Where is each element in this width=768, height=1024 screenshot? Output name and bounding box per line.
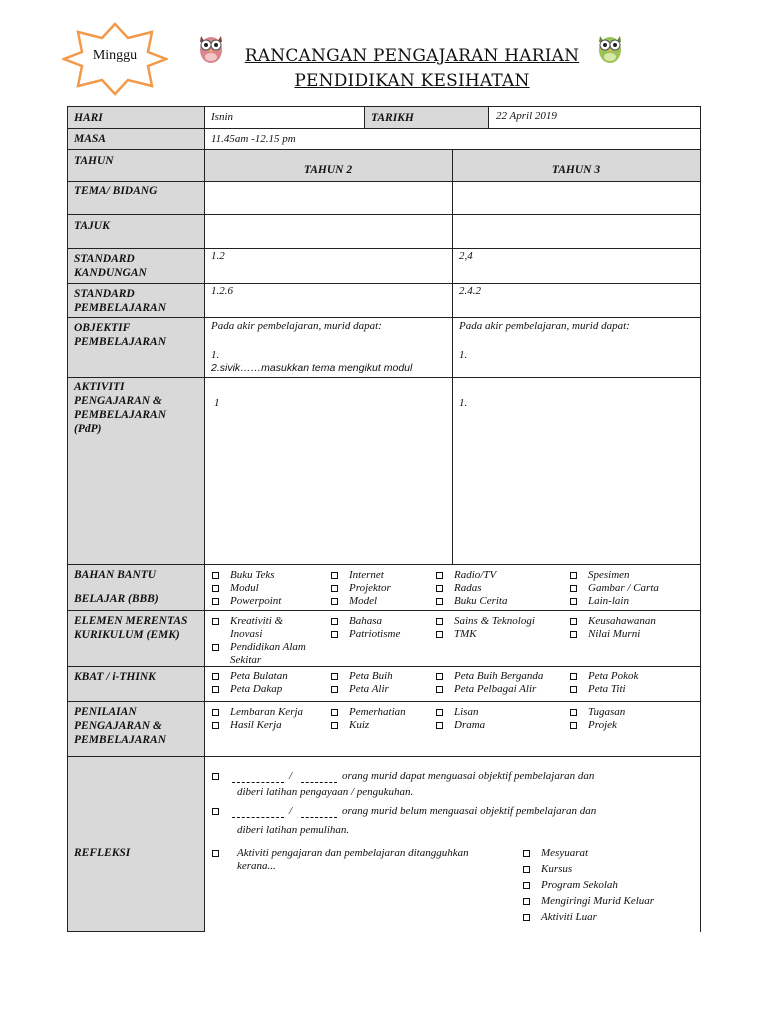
option-label: Hasil Kerja [230, 719, 282, 731]
option-label: Peta Buih [349, 670, 393, 682]
option-label: Mengiringi Murid Keluar [541, 895, 655, 907]
option-label: Kuiz [349, 719, 370, 731]
option-checkbox[interactable] [331, 631, 338, 638]
refleksi-line2a: orang murid belum menguasai objektif pembelajaran dan [342, 805, 597, 817]
grid-line [67, 283, 701, 284]
grid-line [67, 564, 701, 565]
option-label: Tugasan [588, 706, 626, 718]
title-line-2: PENDIDIKAN KESIHATAN [294, 71, 530, 91]
objektif-intro-t2: Pada akir pembelajaran, murid dapat: [211, 320, 382, 332]
option-checkbox[interactable] [331, 686, 338, 693]
slash: / [289, 805, 293, 817]
option-checkbox[interactable] [436, 673, 443, 680]
option-label: Lain-lain [588, 595, 629, 607]
option-label: Aktiviti Luar [541, 911, 597, 923]
option-label: Lembaran Kerja [230, 706, 304, 718]
objektif-intro-t3: Pada akir pembelajaran, murid dapat: [459, 320, 630, 332]
option-label: Pendidikan Alam Sekitar [230, 641, 306, 666]
hari-label: HARI [74, 112, 103, 124]
option-checkbox[interactable] [331, 709, 338, 716]
objektif-t2-item2: 2.sivik……masukkan tema mengikut modul [211, 362, 413, 374]
option-checkbox[interactable] [570, 585, 577, 592]
option-checkbox[interactable] [212, 598, 219, 605]
option-label: Internet [349, 569, 384, 581]
minggu-label: Minggu [92, 48, 138, 63]
option-checkbox[interactable] [436, 585, 443, 592]
grid-line [67, 666, 701, 667]
blank-count-2b[interactable] [301, 817, 337, 818]
option-label: Drama [454, 719, 486, 731]
tahun-label: TAHUN [74, 155, 114, 167]
option-checkbox[interactable] [523, 914, 530, 921]
option-checkbox[interactable] [570, 631, 577, 638]
grid-line [67, 248, 701, 249]
bbb-label-line2: BELAJAR (BBB) [74, 593, 159, 605]
option-checkbox[interactable] [331, 598, 338, 605]
option-label: Peta Buih Berganda [454, 670, 544, 682]
refleksi-checkbox-1[interactable] [212, 773, 219, 780]
emk-label: ELEMEN MERENTAS KURIKULUM (EMK) [74, 615, 188, 641]
grid-line [67, 377, 701, 378]
grid-line [700, 106, 701, 932]
option-label: Patriotisme [349, 628, 401, 640]
option-label: Powerpoint [230, 595, 282, 607]
option-checkbox[interactable] [523, 882, 530, 889]
option-checkbox[interactable] [331, 673, 338, 680]
tarikh-value: 22 April 2019 [496, 110, 557, 122]
option-checkbox[interactable] [212, 673, 219, 680]
grid-line [67, 931, 205, 932]
option-label: Peta Dakap [230, 683, 283, 695]
option-checkbox[interactable] [212, 686, 219, 693]
grid-line [364, 106, 365, 128]
option-checkbox[interactable] [436, 722, 443, 729]
option-checkbox[interactable] [331, 618, 338, 625]
page-title [200, 44, 624, 94]
option-checkbox[interactable] [331, 572, 338, 579]
aktiviti-t2: 1 [214, 397, 220, 409]
standard-pembelajaran-t2: 1.2.6 [211, 285, 233, 297]
option-label: Mesyuarat [541, 847, 589, 859]
grid-line [67, 214, 701, 215]
option-label: Sains & Teknologi [454, 615, 535, 627]
refleksi-checkbox-3[interactable] [212, 850, 219, 857]
refleksi-checkbox-2[interactable] [212, 808, 219, 815]
tarikh-label: TARIKH [371, 112, 414, 124]
option-checkbox[interactable] [570, 572, 577, 579]
tema-label: TEMA/ BIDANG [74, 185, 158, 197]
option-label: Model [349, 595, 378, 607]
grid-line [452, 149, 453, 565]
option-label: Peta Pelbagai Alir [454, 683, 537, 695]
slash: / [289, 770, 293, 782]
option-label: Radas [454, 582, 482, 594]
masa-label: MASA [74, 133, 106, 145]
option-label: Pemerhatian [349, 706, 406, 718]
standard-pembelajaran-label: STANDARD PEMBELAJARAN [74, 288, 167, 314]
option-label: Kursus [541, 863, 573, 875]
penilaian-label: PENILAIAN PENGAJARAN & PEMBELAJARAN [74, 706, 167, 746]
option-checkbox[interactable] [523, 850, 530, 857]
standard-kandungan-t3: 2,4 [459, 250, 473, 262]
option-label: Spesimen [588, 569, 630, 581]
option-checkbox[interactable] [523, 898, 530, 905]
objektif-label: OBJEKTIF PEMBELAJARAN [74, 322, 167, 348]
refleksi-line3b: kerana... [237, 860, 276, 872]
option-checkbox[interactable] [212, 644, 219, 651]
option-checkbox[interactable] [212, 709, 219, 716]
hari-value: Isnin [211, 111, 233, 123]
option-label: Program Sekolah [541, 879, 618, 891]
standard-kandungan-label: STANDARD KANDUNGAN [74, 253, 147, 279]
option-label: Gambar / Carta [588, 582, 659, 594]
aktiviti-t3: 1. [459, 397, 468, 409]
option-checkbox[interactable] [212, 722, 219, 729]
option-checkbox[interactable] [570, 722, 577, 729]
grid-line [67, 128, 701, 129]
bbb-label-line1: BAHAN BANTU [74, 569, 157, 581]
refleksi-line2b: diberi latihan pemulihan. [237, 824, 350, 836]
refleksi-line1b: diberi latihan pengayaan / pengukuhan. [237, 786, 414, 798]
option-checkbox[interactable] [570, 709, 577, 716]
option-label: Nilai Murni [588, 628, 641, 640]
title-line-1: RANCANGAN PENGAJARAN HARIAN [244, 46, 580, 66]
option-checkbox[interactable] [331, 722, 338, 729]
grid-line [67, 149, 701, 150]
grid-line [204, 106, 205, 932]
option-label: Modul [230, 582, 259, 594]
tajuk-label: TAJUK [74, 220, 110, 232]
grid-line [488, 106, 489, 128]
grid-line [67, 701, 701, 702]
option-checkbox[interactable] [436, 598, 443, 605]
option-label: Bahasa [349, 615, 382, 627]
option-checkbox[interactable] [570, 686, 577, 693]
option-label: TMK [454, 628, 477, 640]
tahun-2-header: TAHUN 2 [303, 164, 353, 176]
objektif-t3-item1: 1. [459, 349, 468, 361]
standard-kandungan-t2: 1.2 [211, 250, 225, 262]
option-checkbox[interactable] [436, 631, 443, 638]
option-checkbox[interactable] [212, 618, 219, 625]
aktiviti-label: AKTIVITI PENGAJARAN & PEMBELAJARAN (PdP) [74, 381, 167, 435]
option-label: Peta Alir [349, 683, 389, 695]
blank-count-1b[interactable] [301, 782, 337, 783]
refleksi-line3a: Aktiviti pengajaran dan pembelajaran ditangguhkan [237, 847, 469, 859]
grid-line [67, 317, 701, 318]
option-checkbox[interactable] [436, 686, 443, 693]
option-checkbox[interactable] [570, 598, 577, 605]
blank-count-2a[interactable] [232, 817, 284, 818]
option-checkbox[interactable] [436, 572, 443, 579]
option-checkbox[interactable] [436, 618, 443, 625]
grid-line [67, 106, 68, 932]
blank-count-1a[interactable] [232, 782, 284, 783]
option-label: Lisan [454, 706, 479, 718]
option-checkbox[interactable] [212, 585, 219, 592]
objektif-t2-item1: 1. [211, 349, 220, 361]
option-checkbox[interactable] [212, 572, 219, 579]
option-label: Peta Pokok [588, 670, 639, 682]
option-label: Peta Bulatan [230, 670, 288, 682]
option-label: Buku Cerita [454, 595, 508, 607]
option-checkbox[interactable] [331, 585, 338, 592]
option-checkbox[interactable] [570, 673, 577, 680]
kbat-label: KBAT / i-THINK [74, 671, 156, 683]
option-checkbox[interactable] [436, 709, 443, 716]
masa-value: 11.45am -12.15 pm [211, 133, 296, 145]
option-checkbox[interactable] [570, 618, 577, 625]
grid-line [67, 106, 701, 107]
option-label: Projek [588, 719, 617, 731]
option-label: Buku Teks [230, 569, 275, 581]
option-label: Projektor [349, 582, 391, 594]
standard-pembelajaran-t3: 2.4.2 [459, 285, 481, 297]
option-label: Peta Titi [588, 683, 626, 695]
option-label: Keusahawanan [588, 615, 656, 627]
refleksi-line1a: orang murid dapat menguasai objektif pembelajaran dan [342, 770, 595, 782]
option-checkbox[interactable] [523, 866, 530, 873]
grid-line [67, 610, 701, 611]
grid-line [67, 756, 701, 757]
tahun-3-header: TAHUN 3 [551, 164, 601, 176]
option-label: Kreativiti & Inovasi [230, 615, 284, 640]
refleksi-label: REFLEKSI [74, 847, 131, 859]
option-label: Radio/TV [454, 569, 497, 581]
grid-line [67, 181, 701, 182]
